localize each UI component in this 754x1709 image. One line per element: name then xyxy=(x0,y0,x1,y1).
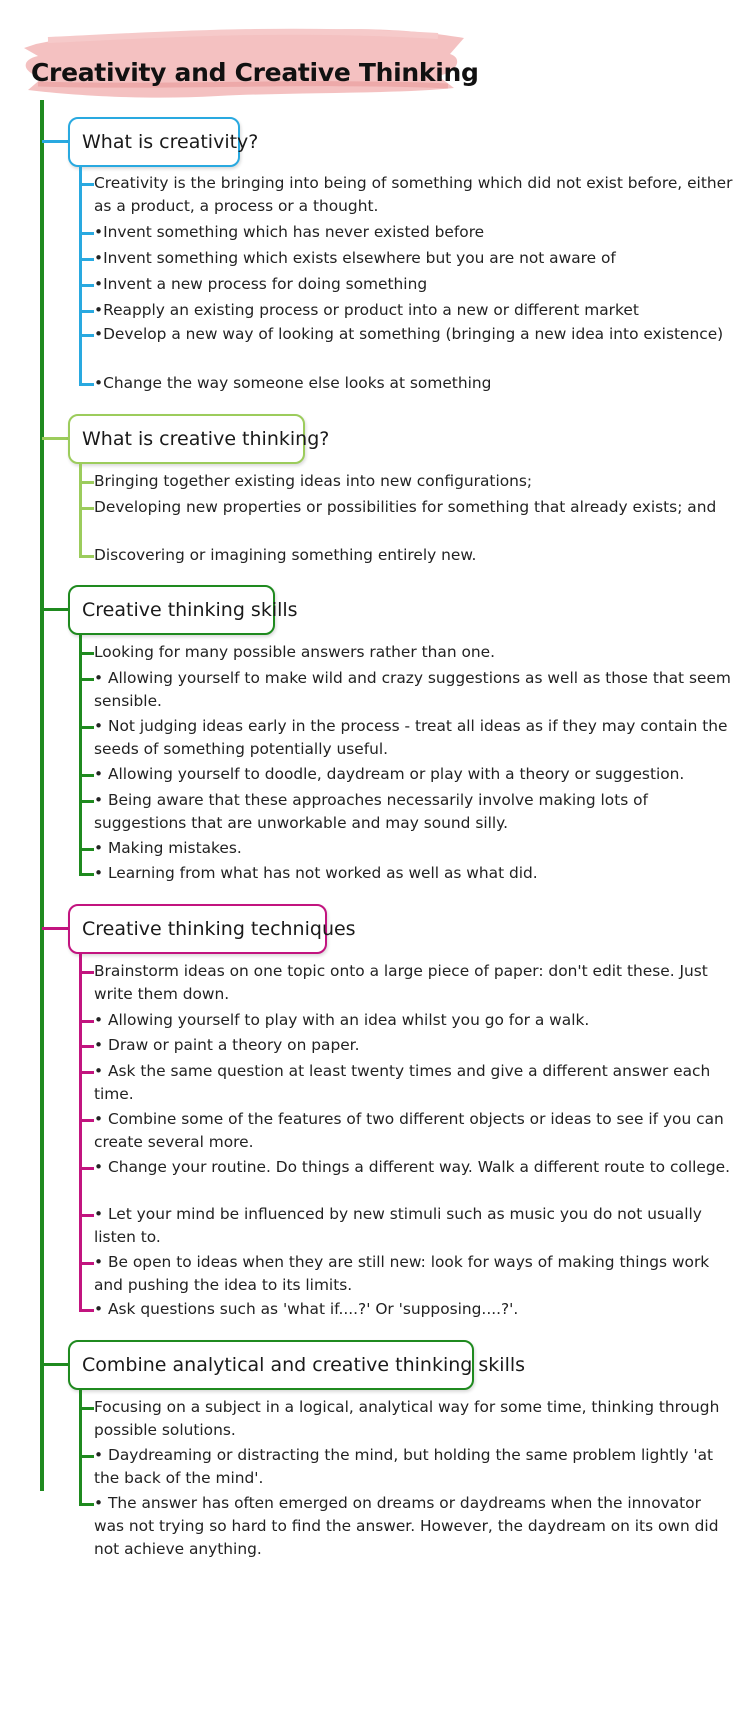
subtopic-item[interactable]: Bringing together existing ideas into new configurations; xyxy=(94,472,533,490)
subtopic-connector xyxy=(79,800,94,803)
subtopic-branch-line xyxy=(79,954,82,1312)
subtopic-item[interactable]: Discovering or imagining something entirely new. xyxy=(94,546,477,564)
subtopic-connector xyxy=(79,183,94,186)
subtopic-connector xyxy=(79,1455,94,1458)
topic-connector xyxy=(42,140,68,143)
subtopic-item[interactable]: • Ask the same question at least twenty times and give a different answer each time. xyxy=(94,1062,711,1103)
subtopic-branch-line xyxy=(79,464,82,558)
topic-connector xyxy=(42,1363,68,1366)
subtopic-connector xyxy=(79,678,94,681)
subtopic-connector xyxy=(79,284,94,287)
subtopic-connector xyxy=(79,481,94,484)
subtopic-branch-line xyxy=(79,167,82,386)
subtopic-connector xyxy=(79,310,94,313)
subtopic-item[interactable]: •Reapply an existing process or product into a new or different market xyxy=(94,301,639,319)
topic-connector xyxy=(42,437,68,440)
subtopic-item[interactable]: Focusing on a subject in a logical, analytical way for some time, thinking through possible solutions. xyxy=(94,1398,720,1439)
subtopic-item[interactable]: Looking for many possible answers rather than one. xyxy=(94,643,496,661)
subtopic-connector xyxy=(79,1045,94,1048)
subtopic-connector xyxy=(79,652,94,655)
subtopic-item[interactable]: •Invent something which has never existed before xyxy=(94,223,485,241)
topic-connector xyxy=(42,608,68,611)
topic-combine-analytical-and-creative-thinking-skills[interactable]: Combine analytical and creative thinking skills xyxy=(68,1340,474,1390)
subtopic-item[interactable]: • Draw or paint a theory on paper. xyxy=(94,1036,360,1054)
topic-creative-thinking-skills[interactable]: Creative thinking skills xyxy=(68,585,275,635)
subtopic-item[interactable]: • Ask questions such as 'what if....?' Or 'supposing....?'. xyxy=(94,1300,519,1318)
subtopic-item[interactable]: Brainstorm ideas on one topic onto a large piece of paper: don't edit these. Just write them down. xyxy=(94,962,708,1003)
subtopic-connector xyxy=(79,1214,94,1217)
subtopic-item[interactable]: • Allowing yourself to make wild and crazy suggestions as well as those that seem sensible. xyxy=(94,669,731,710)
subtopic-connector xyxy=(79,1020,94,1023)
subtopic-connector xyxy=(79,1503,94,1506)
subtopic-item[interactable]: •Develop a new way of looking at something (bringing a new idea into existence) xyxy=(94,325,724,343)
subtopic-item[interactable]: Creativity is the bringing into being of something which did not exist before, either as a product, a process or a thought. xyxy=(94,174,733,215)
subtopic-item[interactable]: • The answer has often emerged on dreams or daydreams when the innovator was not trying so hard to find the answer. However, the daydream on its own did not achieve anything. xyxy=(94,1494,719,1558)
subtopic-connector xyxy=(79,726,94,729)
subtopic-item[interactable]: • Let your mind be influenced by new stimuli such as music you do not usually listen to. xyxy=(94,1205,702,1246)
subtopic-connector xyxy=(79,383,94,386)
subtopic-connector xyxy=(79,1309,94,1312)
subtopic-connector xyxy=(79,1407,94,1410)
subtopic-connector xyxy=(79,774,94,777)
subtopic-connector xyxy=(79,258,94,261)
subtopic-connector xyxy=(79,971,94,974)
map-title: Creativity and Creative Thinking xyxy=(31,58,479,87)
subtopic-connector xyxy=(79,1119,94,1122)
subtopic-connector xyxy=(79,555,94,558)
central-topic[interactable] xyxy=(18,14,479,100)
subtopic-connector xyxy=(79,873,94,876)
subtopic-item[interactable]: • Not judging ideas early in the process - treat all ideas as if they may contain the seeds of something potentially useful. xyxy=(94,717,728,758)
subtopic-item[interactable]: • Being aware that these approaches necessarily involve making lots of suggestions that are unworkable and may sound silly. xyxy=(94,791,648,832)
subtopic-connector xyxy=(79,334,94,337)
subtopic-connector xyxy=(79,848,94,851)
subtopic-connector xyxy=(79,507,94,510)
topic-what-is-creative-thinking[interactable]: What is creative thinking? xyxy=(68,414,305,464)
subtopic-item[interactable]: • Making mistakes. xyxy=(94,839,242,857)
title-highlight-brush xyxy=(18,14,468,100)
subtopic-branch-line xyxy=(79,635,82,876)
topic-what-is-creativity[interactable]: What is creativity? xyxy=(68,117,240,167)
subtopic-item[interactable]: • Allowing yourself to doodle, daydream or play with a theory or suggestion. xyxy=(94,765,685,783)
subtopic-item[interactable]: • Be open to ideas when they are still new: look for ways of making things work and pushing the idea to its limits. xyxy=(94,1253,710,1294)
topic-creative-thinking-techniques[interactable]: Creative thinking techniques xyxy=(68,904,327,954)
subtopic-item[interactable]: •Invent a new process for doing something xyxy=(94,275,428,293)
topic-connector xyxy=(42,927,68,930)
subtopic-item[interactable]: •Invent something which exists elsewhere but you are not aware of xyxy=(94,249,616,267)
subtopic-item[interactable]: •Change the way someone else looks at something xyxy=(94,374,492,392)
subtopic-connector xyxy=(79,1262,94,1265)
subtopic-item[interactable]: • Daydreaming or distracting the mind, but holding the same problem lightly 'at the back of the mind'. xyxy=(94,1446,714,1487)
subtopic-item[interactable]: • Learning from what has not worked as well as what did. xyxy=(94,864,538,882)
main-trunk-line xyxy=(40,100,44,1491)
subtopic-item[interactable]: • Allowing yourself to play with an idea whilst you go for a walk. xyxy=(94,1011,590,1029)
subtopic-item[interactable]: Developing new properties or possibilities for something that already exists; and xyxy=(94,498,717,516)
subtopic-connector xyxy=(79,1071,94,1074)
subtopic-item[interactable]: • Combine some of the features of two different objects or ideas to see if you can create several more. xyxy=(94,1110,724,1151)
subtopic-item[interactable]: • Change your routine. Do things a different way. Walk a different route to college. xyxy=(94,1158,730,1176)
subtopic-connector xyxy=(79,1167,94,1170)
subtopic-connector xyxy=(79,232,94,235)
